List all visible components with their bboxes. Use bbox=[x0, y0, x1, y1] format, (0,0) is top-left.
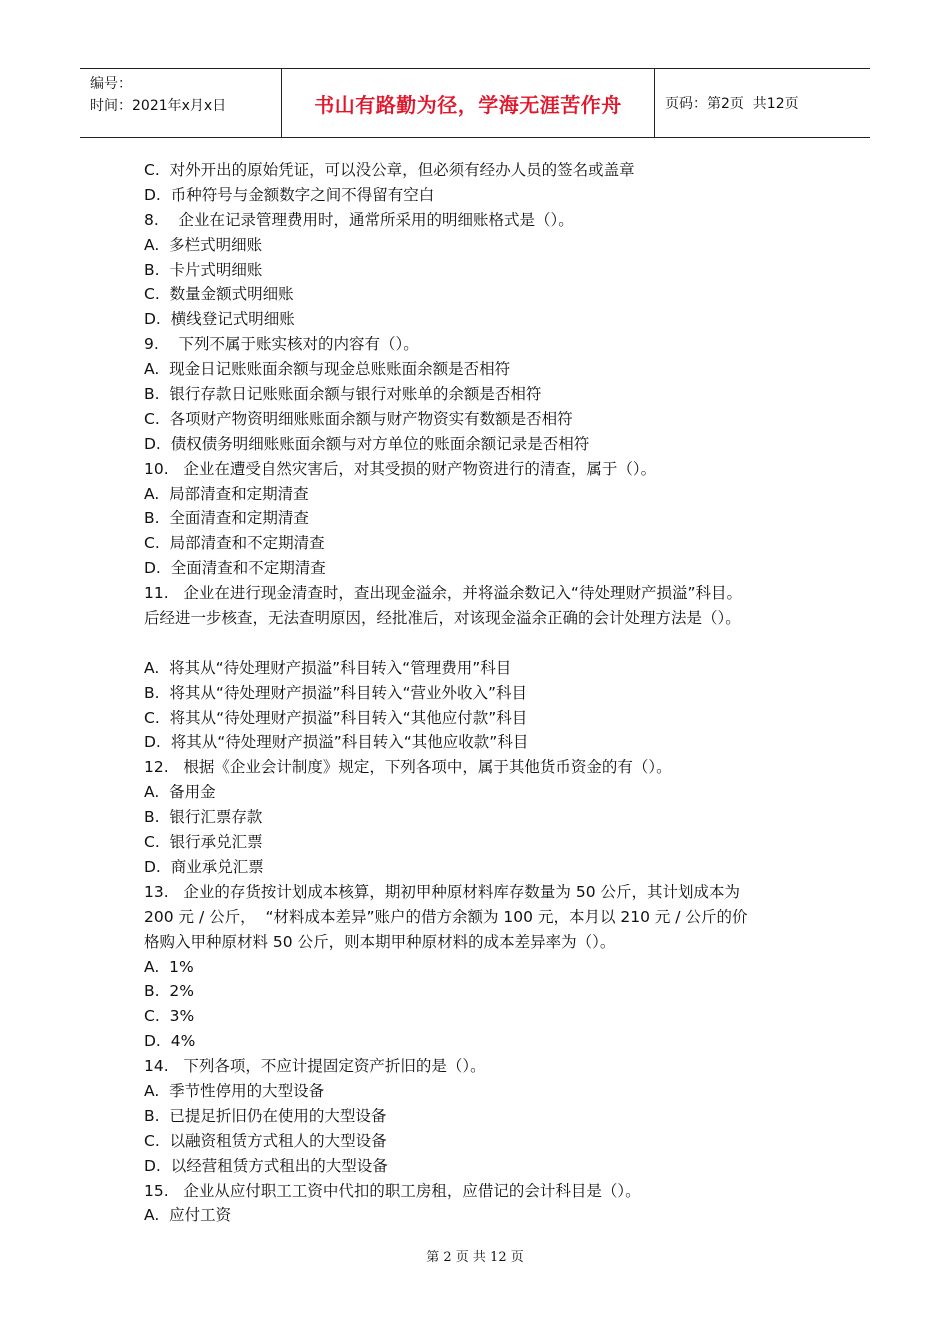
text-line: 13. 企业的存货按计划成本核算，期初甲种原材料库存数量为 50 公斤，其计划成本为 bbox=[144, 882, 741, 901]
text-line: A. 应付工资 bbox=[144, 1206, 232, 1225]
text-line: A. 将其从“待处理财产损溢”科目转入“管理费用”科目 bbox=[144, 658, 512, 677]
text-line: B. 将其从“待处理财产损溢”科目转入“营业外收入”科目 bbox=[144, 683, 528, 702]
text-line: A. 局部清查和定期清查 bbox=[144, 484, 309, 503]
header-page-info: 页码：第2页 共12页 bbox=[665, 96, 799, 112]
number-label: 编号： bbox=[90, 76, 132, 92]
text-line: 9. 下列不属于账实核对的内容有（）。 bbox=[144, 335, 419, 354]
document-body bbox=[144, 158, 824, 1228]
text-line: C. 将其从“待处理财产损溢”科目转入“其他应付款”科目 bbox=[144, 708, 528, 727]
text-line: B. 2% bbox=[144, 982, 195, 1001]
text-line: 14. 下列各项，不应计提固定资产折旧的是（）。 bbox=[144, 1057, 486, 1076]
text-line: D. 商业承兑汇票 bbox=[144, 857, 264, 876]
text-line: A. 现金日记账账面余额与现金总账账面余额是否相符 bbox=[144, 360, 511, 379]
text-line: C. 3% bbox=[144, 1007, 195, 1026]
text-line: 8. 企业在记录管理费用时，通常所采用的明细账格式是（）。 bbox=[144, 210, 574, 229]
text-line: 11. 企业在进行现金清查时，查出现金溢余，并将溢余数记入“待处理财产损溢”科目。 bbox=[144, 584, 742, 603]
text-line: A. 多栏式明细账 bbox=[144, 235, 263, 254]
text-line: C. 银行承兑汇票 bbox=[144, 833, 263, 852]
header-motto: 书山有路勤为径，学海无涯苦作舟 bbox=[282, 69, 655, 137]
text-line: D. 将其从“待处理财产损溢”科目转入“其他应收款”科目 bbox=[144, 733, 529, 752]
text-line: 12. 根据《企业会计制度》规定，下列各项中，属于其他货币资金的有（）。 bbox=[144, 758, 672, 777]
page-footer: 第 2 页 共 12 页 bbox=[426, 1250, 524, 1265]
text-line: D. 横线登记式明细账 bbox=[144, 310, 295, 329]
text-line bbox=[144, 631, 824, 656]
text-line: 10. 企业在遭受自然灾害后，对其受损的财产物资进行的清查，属于（）。 bbox=[144, 459, 657, 478]
text-line: B. 银行存款日记账账面余额与银行对账单的余额是否相符 bbox=[144, 385, 542, 404]
text-line: 15. 企业从应付职工工资中代扣的职工房租，应借记的会计科目是（）。 bbox=[144, 1181, 641, 1200]
text-line: D. 币种符号与金额数字之间不得留有空白 bbox=[144, 185, 435, 204]
text-line: B. 全面清查和定期清查 bbox=[144, 509, 309, 528]
text-line: C. 对外开出的原始凭证，可以没公章，但必须有经办人员的签名或盖章 bbox=[144, 161, 635, 179]
text-line: 后经进一步核查，无法查明原因，经批准后，对该现金溢余正确的会计处理方法是（）。 bbox=[144, 609, 741, 628]
text-line: 200 元 / 公斤， “材料成本差异”账户的借方余额为 100 元，本月以 210 元 / 公斤的价 bbox=[144, 907, 748, 926]
page-header bbox=[80, 68, 870, 138]
text-line: C. 数量金额式明细账 bbox=[144, 285, 294, 304]
text-line: D. 以经营租赁方式租出的大型设备 bbox=[144, 1156, 388, 1175]
text-line: A. 1% bbox=[144, 957, 194, 976]
time-label: 时间：2021年x月x日 bbox=[90, 98, 227, 114]
text-line: D. 债权债务明细账账面余额与对方单位的账面余额记录是否相符 bbox=[144, 434, 590, 453]
header-meta bbox=[80, 69, 282, 137]
text-line: A. 备用金 bbox=[144, 783, 216, 802]
text-line: C. 以融资租赁方式租人的大型设备 bbox=[144, 1131, 387, 1150]
text-line: C. 局部清查和不定期清查 bbox=[144, 534, 325, 553]
text-line: D. 4% bbox=[144, 1032, 196, 1051]
text-line: B. 银行汇票存款 bbox=[144, 808, 263, 827]
text-line: A. 季节性停用的大型设备 bbox=[144, 1081, 325, 1100]
text-line: B. 卡片式明细账 bbox=[144, 260, 263, 279]
text-line: B. 已提足折旧仍在使用的大型设备 bbox=[144, 1106, 387, 1125]
text-line: C. 各项财产物资明细账账面余额与财产物资实有数额是否相符 bbox=[144, 409, 573, 428]
text-line: 格购入甲种原材料 50 公斤，则本期甲种原材料的成本差异率为（）。 bbox=[144, 932, 616, 951]
text-line: D. 全面清查和不定期清查 bbox=[144, 559, 326, 578]
